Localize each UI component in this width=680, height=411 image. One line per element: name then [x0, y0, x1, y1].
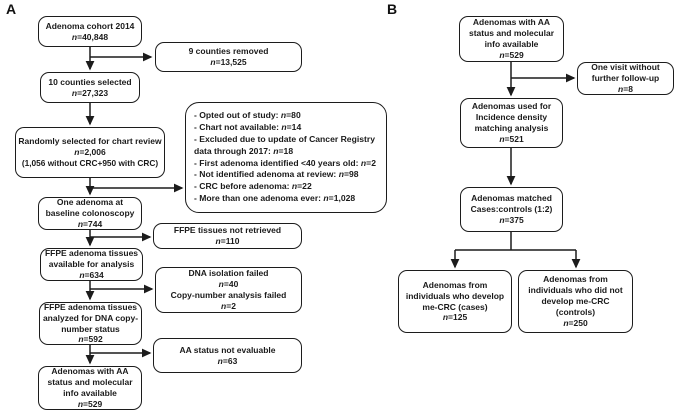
- panel-a-label: A: [6, 1, 17, 17]
- box-title: Adenoma cohort 2014: [45, 20, 135, 31]
- box-note: (1,056 without CRC+950 with CRC): [21, 158, 159, 169]
- box-n: n=63: [217, 355, 238, 366]
- box-random-chart-review: [15, 127, 165, 178]
- box-title: Copy-number analysis failed: [170, 290, 287, 300]
- box-matched: [460, 187, 563, 232]
- box-title: One adenoma at baseline colonoscopy: [45, 197, 135, 219]
- box-n: n=375: [499, 214, 524, 225]
- box-n: n=13,525: [210, 57, 247, 67]
- box-title: FFPE tissues not retrieved: [173, 225, 282, 236]
- box-title: Adenomas from individuals who develop me-CRC (cases): [405, 279, 505, 312]
- box-exclusion-reasons: [185, 102, 387, 213]
- box-title: Randomly selected for chart review: [18, 136, 162, 147]
- exclusion-item: - CRC before adenoma: n=22: [194, 181, 312, 192]
- box-ffpe-available: [40, 248, 143, 281]
- box-n: n=110: [215, 236, 240, 246]
- box-n: n=592: [78, 334, 103, 345]
- box-aa-not-evaluable: [153, 338, 302, 373]
- box-title: Adenomas matched Cases:controls (1:2): [470, 193, 553, 215]
- box-title: FFPE adenoma tissues analyzed for DNA copy-number status: [42, 301, 139, 334]
- box-title: Adenomas with AA status and molecular info available: [468, 17, 555, 49]
- box-ffpe-not-retrieved: [153, 223, 302, 249]
- exclusion-item: - Excluded due to update of Cancer Registry data through 2017: n=18: [194, 133, 375, 156]
- box-title: Adenomas used for Incidence density matching analysis: [471, 101, 552, 133]
- box-one-visit: [577, 62, 674, 95]
- box-n: n=2: [221, 300, 236, 311]
- box-aa-available-b: [459, 16, 564, 62]
- box-counties-selected: [40, 72, 140, 103]
- box-n: n=744: [77, 218, 103, 229]
- exclusion-item: - Opted out of study: n=80: [194, 110, 301, 121]
- box-incidence-matching: [460, 98, 563, 148]
- box-title: DNA isolation failed: [188, 268, 269, 279]
- box-adenoma-cohort: [38, 16, 142, 47]
- box-title: Adenomas from individuals who did not develop me-CRC (controls): [528, 274, 623, 317]
- box-counties-removed: [155, 42, 302, 72]
- box-title: 10 counties selected: [48, 76, 132, 87]
- box-title: AA status not evaluable: [179, 344, 276, 355]
- box-title: Adenomas with AA status and molecular info available: [47, 366, 133, 398]
- box-n: n=634: [79, 269, 104, 280]
- box-ffpe-analyzed: [39, 302, 142, 345]
- box-one-adenoma: [38, 197, 142, 230]
- box-n: n=40: [218, 279, 239, 290]
- box-n: n=521: [499, 133, 524, 144]
- exclusion-item: - Chart not available: n=14: [194, 121, 302, 132]
- panel-b-label: B: [387, 1, 398, 17]
- exclusion-item: - More than one adenoma ever: n=1,028: [194, 193, 356, 204]
- box-n: n=2,006: [74, 147, 106, 158]
- box-n: n=125: [442, 312, 468, 323]
- box-dna-failed: [155, 267, 302, 313]
- box-aa-available-a: [38, 366, 142, 410]
- box-title: FFPE adenoma tissues available for analysis: [44, 248, 139, 270]
- box-title: 9 counties removed: [188, 46, 269, 57]
- box-n: n=27,323: [71, 87, 109, 98]
- box-n: n=529: [499, 49, 524, 60]
- box-n: n=8: [618, 83, 633, 94]
- box-n: n=529: [77, 398, 103, 409]
- box-title: One visit without further follow-up: [591, 62, 660, 84]
- box-cases: [398, 270, 512, 333]
- box-n: n=250: [563, 317, 588, 328]
- box-controls: [518, 270, 633, 333]
- box-n: n=40,848: [71, 31, 109, 42]
- exclusion-item: - Not identified adenoma at review: n=98: [194, 169, 359, 180]
- exclusion-item: - First adenoma identified <40 years old: n=2: [194, 157, 376, 168]
